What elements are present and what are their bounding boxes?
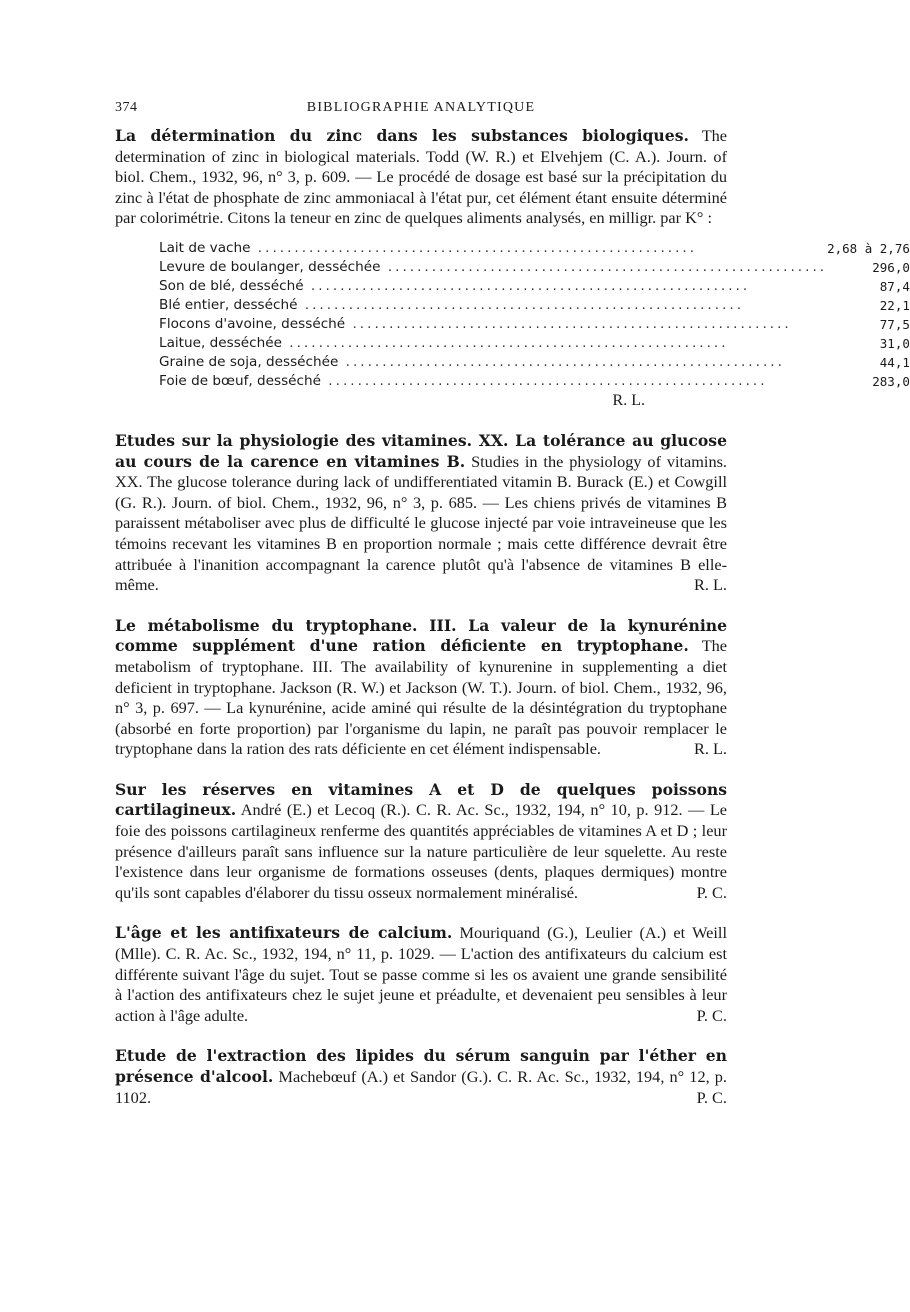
zinc-content-table bbox=[159, 239, 910, 391]
article-body: Machebœuf (A.) et Sandor (G.). C. R. Ac. Sc., 1932, 194, n° 12, p. 1102. bbox=[115, 1067, 727, 1107]
zinc-value: 296,0 bbox=[872, 259, 910, 275]
leader-dots: ............................................................ bbox=[250, 239, 698, 256]
zinc-value: 44,1 bbox=[879, 354, 910, 370]
food-label-cell bbox=[159, 353, 827, 372]
leader-dots: ............................................................ bbox=[338, 353, 785, 370]
food-label: Lait de vache bbox=[159, 239, 251, 256]
zinc-value: 87,4 bbox=[879, 278, 910, 294]
article-tryptophane bbox=[115, 616, 727, 760]
food-label: Graine de soja, desséchée bbox=[159, 353, 339, 370]
running-title: BIBLIOGRAPHIE ANALYTIQUE bbox=[306, 100, 536, 115]
article-body: Mouriquand (G.), Leulier (A.) et Weill (Mlle). C. R. Ac. Sc., 1932, 194, n° 11, p. 1029. — L'action des antifixateurs du calcium est différente suivant l'âge du sujet. Tout se passe comme si les os avaient une grande sensibilité à l'action des antifixateurs chez le sujet jeune et préadulte, et devenaient peu sensibles à leur action à l'âge adulte. bbox=[115, 923, 727, 1025]
food-label-cell bbox=[159, 296, 827, 315]
food-label: Laitue, desséchée bbox=[159, 334, 282, 351]
article-signature: P. C. bbox=[696, 1005, 727, 1025]
leader-dots: ............................................................ bbox=[303, 277, 751, 294]
running-header bbox=[115, 100, 727, 120]
table-row bbox=[159, 315, 910, 334]
article-title: La détermination du zinc dans les substances biologiques. bbox=[115, 126, 689, 145]
leader-dots: ............................................................ bbox=[320, 372, 768, 389]
article-lipid-extraction bbox=[115, 1046, 727, 1108]
table-row bbox=[159, 334, 910, 353]
food-label-cell bbox=[159, 334, 827, 353]
article-title: Le métabolisme du tryptophane. III. La valeur de la kynurénine comme supplément d'une ration déficiente en tryptophane. bbox=[115, 615, 727, 656]
food-label-cell bbox=[159, 277, 827, 296]
article-signature: P. C. bbox=[696, 1087, 727, 1107]
zinc-value: 283,0 bbox=[872, 373, 910, 389]
leader-dots: ............................................................ bbox=[345, 315, 792, 332]
leader-dots: ............................................................ bbox=[297, 296, 745, 313]
article-vitamins-glucose bbox=[115, 431, 727, 596]
article-signature: P. C. bbox=[696, 882, 727, 902]
page-number: 374 bbox=[115, 100, 138, 115]
food-label-cell bbox=[159, 315, 827, 334]
table-row bbox=[159, 372, 910, 391]
table-row bbox=[159, 258, 910, 277]
article-body: André (E.) et Lecoq (R.). C. R. Ac. Sc., 1932, 194, n° 10, p. 912. — Le foie des poissons cartilagineux renferme des quantités appréciables de vitamines A et D ; leur présence d'ailleurs paraît sans influence sur la nature particulière de leur squelette. Au reste l'existence dans leur organisme de formations osseuses (dents, plaques dermiques) montre qu'ils sont capables d'élaborer du tissu osseux normalement minéralisé. bbox=[115, 800, 728, 902]
table-row bbox=[159, 277, 910, 296]
zinc-value: 2,68 à 2,76 bbox=[827, 240, 910, 256]
table-row bbox=[159, 353, 910, 372]
food-label: Son de blé, desséché bbox=[159, 277, 304, 294]
food-label-cell bbox=[159, 372, 827, 391]
leader-dots: ............................................................ bbox=[380, 258, 828, 275]
zinc-value: 22,1 bbox=[879, 297, 910, 313]
table-row bbox=[159, 296, 910, 315]
article-title: Etudes sur la physiologie des vitamines. XX. La tolérance au glucose au cours de la carence en vitamines B. bbox=[115, 430, 727, 471]
food-label: Blé entier, desséché bbox=[159, 296, 298, 313]
article-calcium-antifixateurs bbox=[115, 923, 727, 1026]
food-label-cell bbox=[159, 239, 827, 258]
leader-dots: ............................................................ bbox=[281, 334, 729, 351]
article-title: L'âge et les antifixateurs de calcium. bbox=[115, 923, 453, 943]
zinc-value: 31,0 bbox=[879, 335, 910, 351]
food-label: Flocons d'avoine, desséché bbox=[159, 315, 346, 332]
article-cartilaginous-fish bbox=[115, 780, 727, 904]
article-title: Sur les réserves en vitamines A et D de quelques poissons cartilagineux. bbox=[115, 779, 727, 820]
article-signature: R. L. bbox=[693, 575, 727, 595]
food-label: Foie de bœuf, desséché bbox=[159, 372, 321, 389]
table-row bbox=[159, 239, 910, 258]
article-body: The metabolism of tryptophane. III. The availability of kynurenine in supplementing a diet deficient in tryptophane. Jackson (R. W.) et Jackson (W. T.). Journ. of biol. Chem., 1932, 96, n° 3, p. 697. — La kynurénine, acide aminé qui résulte de la désintégration du tryptophane (absorbé en forte proportion) par l'organisme du lapin, ne paraît pas pouvoir remplacer le tryptophane dans la ration des rats déficiente en cet élément indispensable. bbox=[115, 636, 727, 759]
article-signature: R. L. bbox=[612, 391, 645, 409]
article-signature: R. L. bbox=[693, 739, 727, 759]
article-zinc bbox=[115, 126, 727, 229]
article-body: The determination of zinc in biological materials. Todd (W. R.) et Elvehjem (C. A.). Journ. of biol. Chem., 1932, 96, n° 3, p. 609. — Le procédé de dosage est basé sur la précipitation du zinc à l'état de phosphate de zinc ammoniacal à l'état pur, cet élément étant ensuite déterminé par colorimétrie. Citons la teneur en zinc de quelques aliments analysés, en milligr. par K° : bbox=[115, 126, 727, 228]
page-content bbox=[115, 100, 910, 1108]
food-label: Levure de boulanger, desséchée bbox=[159, 258, 381, 275]
food-label-cell bbox=[159, 258, 827, 277]
zinc-value: 77,5 bbox=[879, 316, 910, 332]
article-body: Studies in the physiology of vitamins. XX. The glucose tolerance during lack of undifferentiated vitamin B. Burack (E.) et Cowgill (G. R.). Journ. of biol. Chem., 1932, 96, n° 3, p. 685. — Les chiens privés de vitamines B paraissent métaboliser avec plus de difficulté le glucose injecté par voie intraveineuse que les témoins recevant les vitamines B en proportion normale ; mais cette différence devrait être attribuée à l'inanition accompagnant la carence plutôt qu'à l'absence de vitamines B elle-même. bbox=[115, 451, 728, 595]
article-title: Etude de l'extraction des lipides du sérum sanguin par l'éther en présence d'alcool. bbox=[115, 1046, 727, 1086]
